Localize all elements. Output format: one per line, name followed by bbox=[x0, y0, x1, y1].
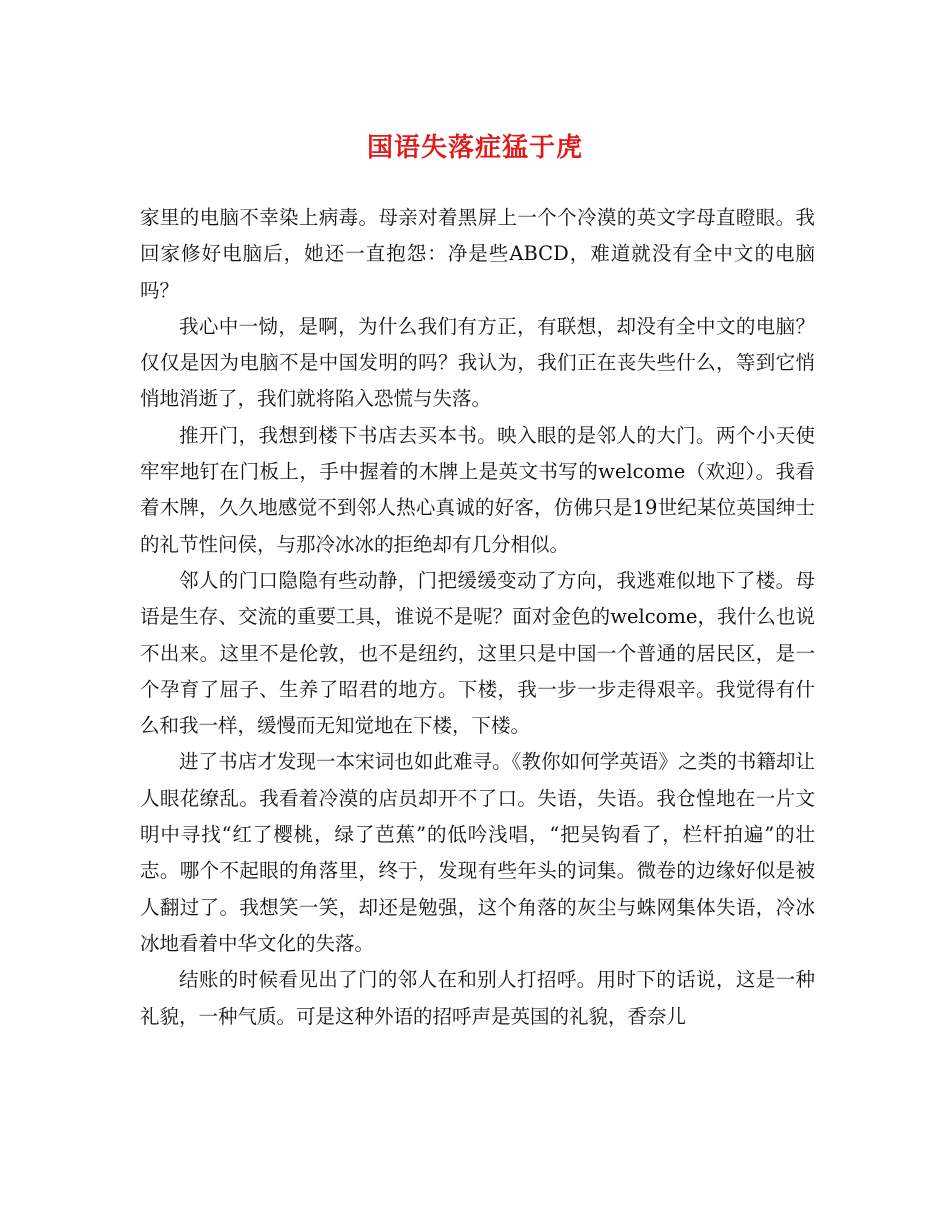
document-title: 国语失落症猛于虎 bbox=[366, 133, 583, 163]
paragraph: 推开门，我想到楼下书店去买本书。映入眼的是邻人的大门。两个小天使牢牢地钉在门板上，手中握着的木牌上是英文书写的welcome（欢迎）。我看着木牌，久久地感觉不到邻人热心真诚的好客，仿佛只是19世纪某位英国绅士的礼节性问侯，与那冷冰冰的拒绝却有几分相似。 bbox=[140, 423, 815, 556]
paragraph: 家里的电脑不幸染上病毒。母亲对着黑屏上一个个冷漠的英文字母直瞪眼。我回家修好电脑后，她还一直抱怨：净是些ABCD，难道就没有全中文的电脑吗？ bbox=[140, 206, 815, 302]
paragraph: 我心中一恸，是啊，为什么我们有方正，有联想，却没有全中文的电脑？仅仅是因为电脑不是中国发明的吗？我认为，我们正在丧失些什么，等到它悄悄地消逝了，我们就将陷入恐慌与失落。 bbox=[140, 314, 815, 411]
document-body bbox=[140, 200, 815, 1035]
paragraph: 邻人的门口隐隐有些动静，门把缓缓变动了方向，我逃难似地下了楼。母语是生存、交流的重要工具，谁说不是呢？面对金色的welcome，我什么也说不出来。这里不是伦敦，也不是纽约，这里只是中国一个普通的居民区，是一个孕育了屈子、生养了昭君的地方。下楼，我一步一步走得艰辛。我觉得有什么和我一样，缓慢而无知觉地在下楼，下楼。 bbox=[140, 568, 815, 738]
paragraph: 结账的时候看见出了门的邻人在和别人打招呼。用时下的话说，这是一种礼貌，一种气质。可是这种外语的招呼声是英国的礼貌，香奈儿 bbox=[140, 968, 815, 1028]
paragraph: 进了书店才发现一本宋词也如此难寻。《教你如何学英语》之类的书籍却让人眼花缭乱。我看着冷漠的店员却开不了口。失语，失语。我仓惶地在一片文明中寻找“红了樱桃，绿了芭蕉”的低吟浅唱，“把吴钩看了，栏杆拍遍”的壮志。哪个不起眼的角落里，终于，发现有些年头的词集。微卷的边缘好似是被人翻过了。我想笑一笑，却还是勉强，这个角落的灰尘与蛛网集体失语，冷冰冰地看着中华文化的失落。 bbox=[140, 750, 815, 955]
